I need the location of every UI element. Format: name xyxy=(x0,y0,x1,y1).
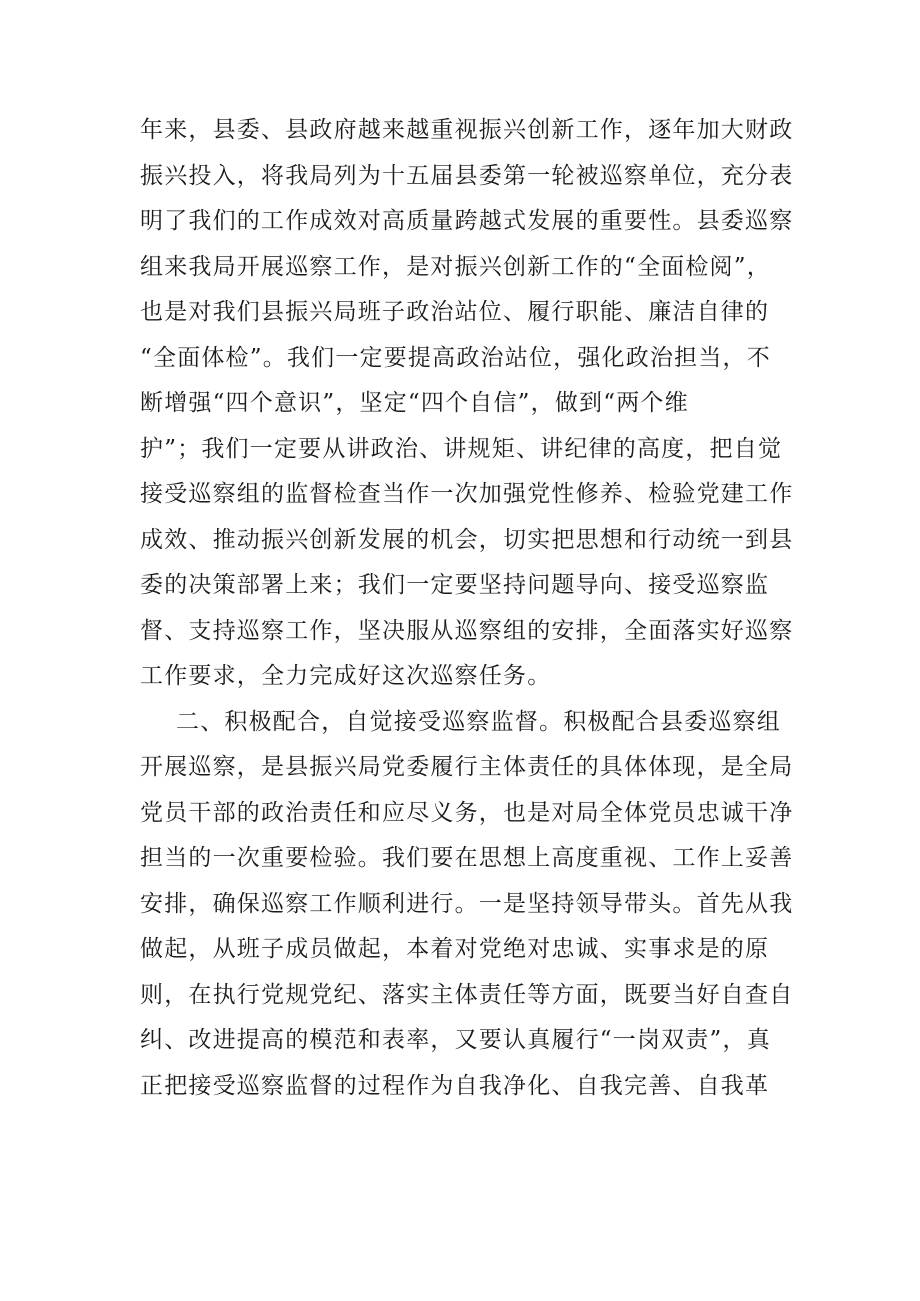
text-line: 振兴投入，将我局列为十五届县委第一轮被巡察单位，充分表 xyxy=(140,162,794,189)
text-line: 也是对我们县振兴局班子政治站位、履行职能、廉洁自律的 xyxy=(140,299,770,325)
text-line: 则，在执行党规党纪、落实主体责任等方面，既要当好自查自 xyxy=(140,981,794,1008)
text-line: 组来我局开展巡察工作，是对振兴创新工作的“全面检阅”， xyxy=(140,253,771,280)
text-line: 护”；我们一定要从讲政治、讲规矩、讲纪律的高度，把自觉 xyxy=(140,435,783,462)
text-line: 接受巡察组的监督检查当作一次加强党性修养、检验党建工作 xyxy=(140,481,794,507)
text-line: 年来，县委、县政府越来越重视振兴创新工作，逐年加大财政 xyxy=(140,117,794,143)
text-line: 断增强“四个意识”，坚定“四个自信”，做到“两个维 xyxy=(140,390,689,416)
text-line: 明了我们的工作成效对高质量跨越式发展的重要性。县委巡察 xyxy=(140,208,794,234)
paragraph-2 xyxy=(140,700,794,1110)
text-line: 正把接受巡察监督的过程作为自我净化、自我完善、自我革 xyxy=(140,1072,770,1099)
text-line: 做起，从班子成员做起，本着对党绝对忠诚、实事求是的原 xyxy=(140,936,770,962)
section-heading-line: 二、积极配合，自觉接受巡察监督。积极配合县委巡察组 xyxy=(176,708,781,735)
text-line: 担当的一次重要检验。我们要在思想上高度重视、工作上妥善 xyxy=(140,845,794,871)
text-line: 党员干部的政治责任和应尽义务，也是对局全体党员忠诚干净 xyxy=(140,799,794,826)
text-line: 督、支持巡察工作，坚决服从巡察组的安排，全面落实好巡察 xyxy=(140,617,794,644)
text-line: 成效、推动振兴创新发展的机会，切实把思想和行动统一到县 xyxy=(140,526,794,553)
text-line: 开展巡察，是县振兴局党委履行主体责任的具体体现，是全局 xyxy=(140,754,794,780)
text-line: “全面体检”。我们一定要提高政治站位，强化政治担当，不 xyxy=(140,344,771,371)
text-line: 纠、改进提高的模范和表率，又要认真履行“一岗双责”，真 xyxy=(140,1027,771,1053)
document-body xyxy=(140,108,794,1109)
text-line: 工作要求，全力完成好这次巡察任务。 xyxy=(140,663,552,689)
text-line: 安排，确保巡察工作顺利进行。一是坚持领导带头。首先从我 xyxy=(140,890,794,917)
text-line: 委的决策部署上来；我们一定要坚持问题导向、接受巡察监 xyxy=(140,572,770,598)
paragraph-1 xyxy=(140,108,794,700)
